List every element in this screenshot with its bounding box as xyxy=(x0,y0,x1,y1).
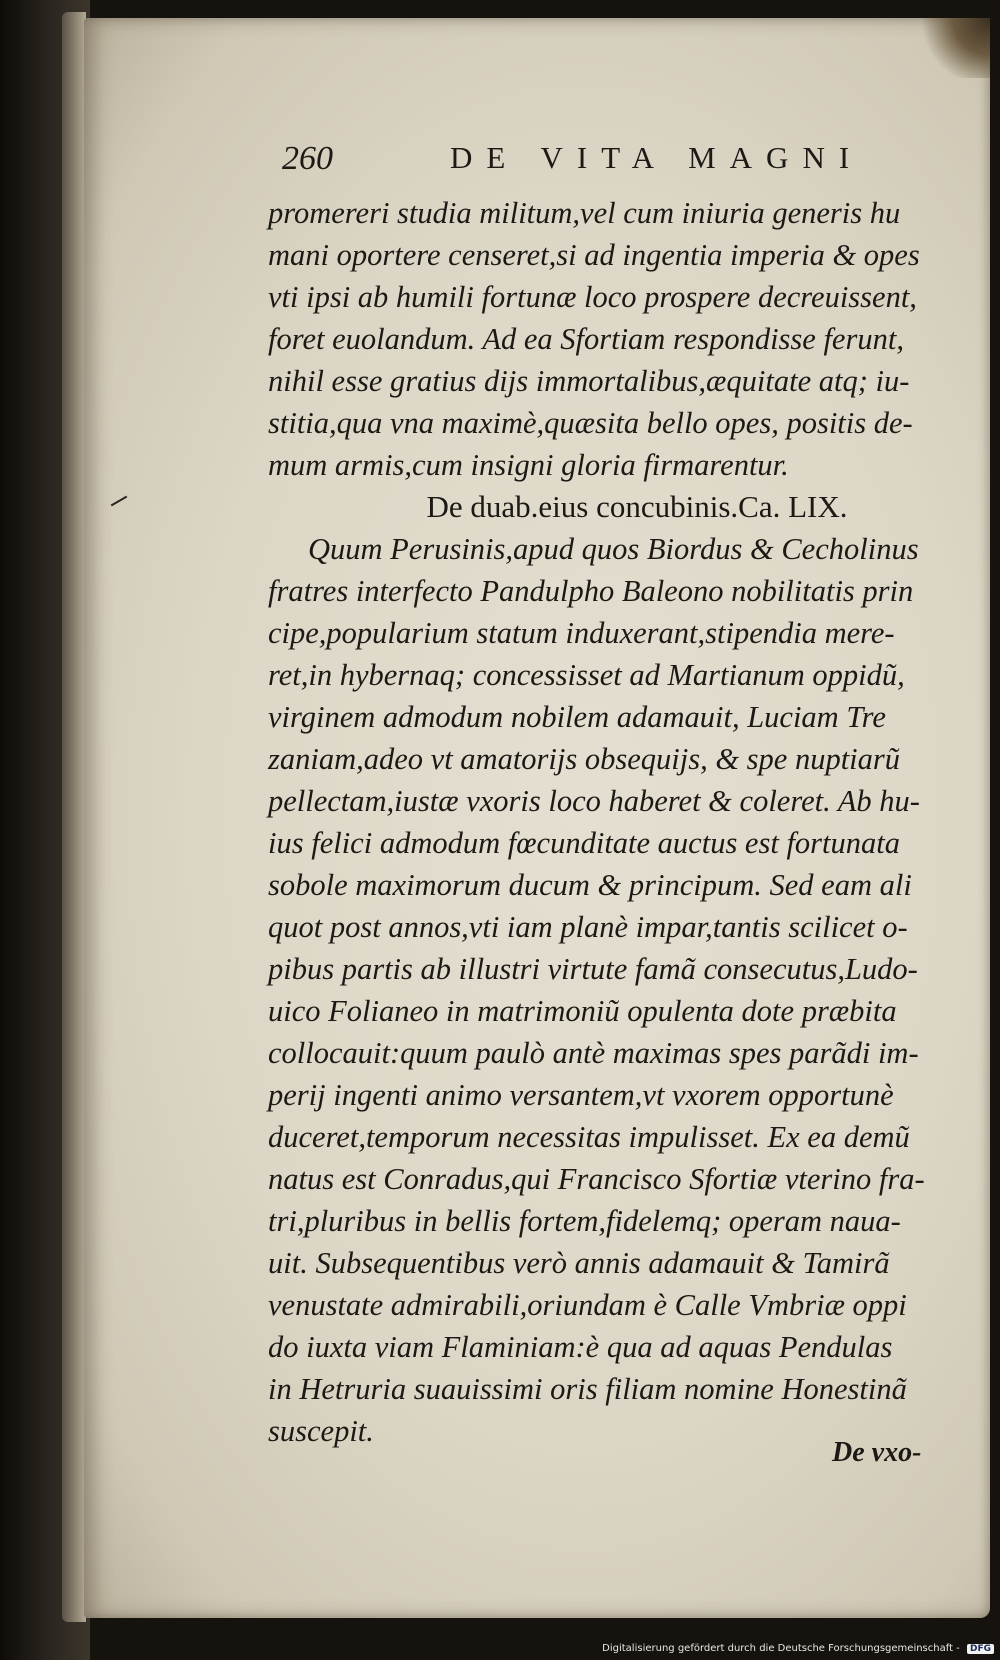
text-line: pellectam,iustæ vxoris loco haberet & coleret. Ab hu- xyxy=(268,784,920,818)
catchword: De vxo- xyxy=(832,1437,922,1468)
text-line: foret euolandum. Ad ea Sfortiam respondisse ferunt, xyxy=(268,322,904,356)
text-line: duceret,temporum necessitas impulisset. Ex ea demũ xyxy=(268,1120,910,1154)
text-line: ius felici admodum fœcunditate auctus est fortunata xyxy=(268,826,900,860)
text-line: sobole maximorum ducum & principum. Sed eam ali xyxy=(268,868,912,902)
text-line: ret,in hybernaq; concessisset ad Martianum oppidũ, xyxy=(268,658,905,692)
credit-text: Digitalisierung gefördert durch die Deutsche Forschungsgemeinschaft - xyxy=(602,1643,960,1654)
text-line: stitia,qua vna maximè,quæsita bello opes, positis de- xyxy=(268,406,913,440)
text-line: collocauit:quum paulò antè maximas spes parãdi im- xyxy=(268,1036,919,1070)
dfg-logo-icon: DFG xyxy=(967,1644,994,1654)
text-line: quot post annos,vti iam planè impar,tantis scilicet o- xyxy=(268,910,908,944)
text-line: tri,pluribus in bellis fortem,fidelemq; operam naua- xyxy=(268,1204,901,1238)
text-line: venustate admirabili,oriundam è Calle Vmbriæ oppi xyxy=(268,1288,907,1322)
text-line: natus est Conradus,qui Francisco Sfortiæ vterino fra- xyxy=(268,1162,925,1196)
page-number: 260 xyxy=(282,140,333,177)
text-line: uit. Subsequentibus verò annis adamauit & Tamirã xyxy=(268,1246,890,1280)
body-text xyxy=(268,192,946,1452)
text-line: uico Folianeo in matrimoniũ opulenta dote præbita xyxy=(268,994,897,1028)
page-corner-wear xyxy=(920,18,990,78)
text-line: do iuxta viam Flaminiam:è qua ad aquas Pendulas xyxy=(268,1330,893,1364)
running-head xyxy=(0,140,1000,180)
chapter-heading: De duab.eius concubinis.Ca. LIX. xyxy=(426,489,848,524)
text-line: zaniam,adeo vt amatorijs obsequijs, & spe nuptiarũ xyxy=(268,742,901,776)
text-line: mum armis,cum insigni gloria firmarentur. xyxy=(268,448,789,482)
text-line: mani oportere censeret,si ad ingentia imperia & opes xyxy=(268,238,920,272)
text-line: in Hetruria suauissimi oris filiam nomine Honestinã xyxy=(268,1372,907,1406)
text-line: cipe,popularium statum induxerant,stipendia mere- xyxy=(268,616,895,650)
digitization-credit xyxy=(602,1643,994,1654)
text-line: virginem admodum nobilem adamauit, Luciam Tre xyxy=(268,700,886,734)
text-line: Quum Perusinis,apud quos Biordus & Cecholinus xyxy=(308,532,919,566)
text-line: perij ingenti animo versantem,vt vxorem opportunè xyxy=(268,1078,894,1112)
text-line: fratres interfecto Pandulpho Baleono nobilitatis prin xyxy=(268,574,914,608)
running-title: DE VITA MAGNI xyxy=(450,140,864,175)
text-line: vti ipsi ab humili fortunæ loco prospere decreuissent, xyxy=(268,280,917,314)
text-line: pibus partis ab illustri virtute famã consecutus,Ludo- xyxy=(268,952,918,986)
text-line: suscepit. xyxy=(268,1414,374,1448)
text-line: nihil esse gratius dijs immortalibus,æquitate atq; iu- xyxy=(268,364,910,398)
text-line: promereri studia militum,vel cum iniuria generis hu xyxy=(268,196,901,230)
page-edge xyxy=(62,12,86,1622)
